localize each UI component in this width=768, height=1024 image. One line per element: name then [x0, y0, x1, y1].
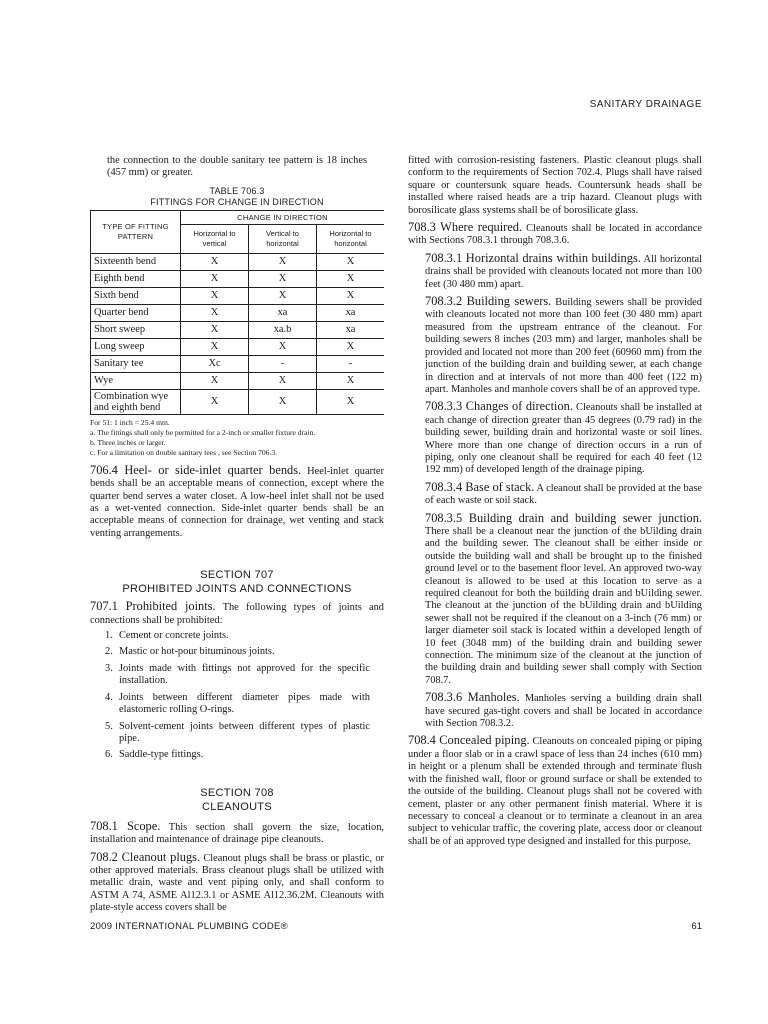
right-column	[408, 155, 702, 848]
section-heading: 708.3.5 Building drain and building sewer junction.	[425, 510, 702, 525]
section-heading: 706.4 Heel- or side-inlet quarter bends.	[90, 462, 302, 477]
paragraph-706-4	[90, 464, 384, 540]
table-row	[91, 304, 385, 321]
paragraph-707-1	[90, 600, 384, 627]
paragraph-708-3-5	[408, 512, 702, 688]
list-text: Solvent-cement joints between different types of plastic pipe.	[119, 720, 370, 744]
paragraph-708-3	[408, 221, 702, 248]
section-heading: 708.2 Cleanout plugs.	[90, 849, 201, 864]
section-707-number: SECTION 707	[200, 569, 274, 582]
continued-paragraph: fitted with corrosion-resisting fasteners. Plastic cleanout plugs shall conform to the requirements of Section 702.4. Plugs shall have raised square or countersunk square heads. Countersunk heads shall be installed where raised heads are a trip hazard. Cleanout plugs with borosilicate glass systems shall be of borosilicate glass.	[408, 155, 702, 216]
table-cell: xa	[316, 321, 384, 338]
footer-title: 2009 INTERNATIONAL PLUMBING CODE®	[90, 921, 288, 932]
section-heading: 708.4 Concealed piping.	[408, 733, 530, 748]
table-row	[91, 253, 385, 270]
left-column	[90, 155, 384, 915]
section-heading: 708.3 Where required.	[408, 220, 523, 235]
table-body	[91, 253, 385, 414]
list-text: Joints made with fittings not approved for the specific installation.	[119, 662, 370, 687]
table-cell: X	[181, 253, 249, 270]
paragraph-708-2	[90, 851, 384, 915]
prohibited-joints-list	[90, 630, 384, 762]
table-title: FITTINGS FOR CHANGE IN DIRECTION	[150, 196, 324, 207]
table-cell: Xc	[181, 355, 249, 372]
table-cell: X	[249, 270, 317, 287]
table-row	[91, 355, 385, 372]
column-group-header: CHANGE IN DIRECTION	[181, 210, 384, 224]
table-cell: xa	[316, 304, 384, 321]
table-cell: X	[181, 270, 249, 287]
table-row	[91, 287, 385, 304]
paragraph-708-3-3	[408, 400, 702, 476]
section-text: All horizontal drains shall be provided with cleanouts located not more than 100 feet (30 480 mm) apart.	[425, 253, 702, 290]
section-text: Cleanout plugs shall be brass or plastic, or other approved materials. Brass cleanout plugs shall be utilized with metallic drain, waste and vent piping only, and shall conform to ASTM A 74, ASME Al12.3.1 or ASME Al12.36.2M. Cleanouts with plate-style access covers shall be	[90, 852, 384, 914]
paragraph-708-3-1	[408, 252, 702, 291]
fitting-name: Long sweep	[91, 338, 181, 355]
section-text: Heel-inlet quarter bends shall be an acceptable means of connection, except where the quarter bend serves a water closet. A low-heel inlet shall not be used as a wet-vented connection. Side-inlet quarter bends shall be an acceptable means of connection for drainage, wet venting and stack venting arrangements.	[90, 465, 385, 539]
section-heading: 708.3.3 Changes of direction.	[425, 399, 573, 414]
list-number: 5.	[105, 720, 113, 732]
list-text: Cement or concrete joints.	[119, 630, 229, 642]
list-number: 6.	[105, 749, 113, 761]
paragraph-708-3-4	[408, 481, 702, 508]
table-note: c. For a limitation on double sanitary tees , see Section 706.3.	[90, 447, 278, 457]
fitting-name: Combination wye and eighth bend	[91, 389, 181, 414]
table-cell: X	[249, 338, 317, 355]
fitting-name: Quarter bend	[91, 304, 181, 321]
table-cell: X	[249, 389, 317, 414]
fitting-name: Sixth bend	[91, 287, 181, 304]
section-text: The following types of joints and connections shall be prohibited:	[90, 602, 384, 626]
section-707-title: PROHIBITED JOINTS AND CONNECTIONS	[122, 583, 352, 596]
fittings-table	[90, 210, 384, 415]
table-cell: X	[316, 372, 384, 389]
table-cell: X	[181, 287, 249, 304]
list-item	[90, 721, 384, 746]
list-number: 4.	[105, 691, 113, 703]
section-heading: 708.1 Scope.	[90, 818, 161, 833]
fitting-name: Sanitary tee	[91, 355, 181, 372]
table-cell: -	[249, 355, 317, 372]
table-row	[91, 270, 385, 287]
section-text: This section shall govern the size, location, installation and maintenance of drainage pipe cleanouts.	[90, 821, 385, 846]
running-head: SANITARY DRAINAGE	[589, 99, 702, 110]
column-header-pattern: TYPE OF FITTING PATTERN	[91, 210, 181, 253]
list-item	[90, 630, 384, 642]
section-heading: 708.3.6 Manholes.	[425, 690, 520, 705]
table-cell: X	[316, 287, 384, 304]
table-cell: X	[181, 338, 249, 355]
list-item	[90, 646, 384, 658]
section-text: There shall be a cleanout near the junction of the bUilding drain and the building sewer. The cleanout shall be either inside or outside the building wall and shall be brought up to the finished ground level or to the basement floor level. An approved two-way cleanout is allowed to be used at this location to serve as a required cleanout for both the building drain and bUilding sewer. The cleanout at the junction of the bUilding drain and bUilding sewer shall not be required if the cleanout on a 3-inch (76 mm) or larger diameter soil stack is located within a developed length of 10 feet (3048 mm) of the building drain and building sewer connection. The minimum size of the cleanout at the junction of the building drain and building sewer shall comply with Section 708.7.	[425, 525, 702, 686]
list-item	[90, 663, 384, 688]
list-text: Joints between different diameter pipes made with elastomeric rolling O-rings.	[119, 691, 370, 716]
table-cell: X	[181, 372, 249, 389]
table-note: b. Three inches or larger.	[90, 437, 166, 447]
table-row	[91, 321, 385, 338]
table-note: a. The fittings shall only be permitted for a 2-inch or smaller fixture drain.	[90, 427, 316, 437]
table-cell: X	[316, 389, 384, 414]
table-note: For 51: 1 inch = 25.4 mm.	[90, 417, 170, 427]
page-number: 61	[691, 921, 702, 932]
table-cell: X	[181, 304, 249, 321]
table-cell: X	[181, 389, 249, 414]
table-notes	[90, 418, 384, 458]
table-cell: xa	[249, 304, 317, 321]
column-header-h-to-h: Horizontal to horizontal	[316, 224, 384, 253]
fitting-name: Sixteenth bend	[91, 253, 181, 270]
table-number: TABLE 706.3	[209, 185, 265, 196]
continued-paragraph: the connection to the double sanitary tee pattern is 18 inches (457 mm) or greater.	[107, 155, 367, 179]
section-text: Manholes serving a building drain shall have secured gas-tight covers and shall be located in accordance with Section 708.3.2.	[425, 693, 703, 730]
table-cell: X	[249, 253, 317, 270]
table-cell: -	[316, 355, 384, 372]
list-number: 1.	[105, 630, 113, 642]
list-text: Mastic or hot-pour bituminous joints.	[119, 646, 275, 658]
table-row	[91, 389, 385, 414]
section-heading: 708.3.1 Horizontal drains within buildings.	[425, 250, 641, 265]
section-text: A cleanout shall be provided at the base of each waste or soil stack.	[425, 482, 702, 507]
paragraph-708-4	[408, 734, 702, 848]
list-item	[90, 692, 384, 717]
table-cell: X	[249, 372, 317, 389]
fitting-name: Eighth bend	[91, 270, 181, 287]
list-number: 2.	[105, 646, 113, 658]
section-heading: 708.3.2 Building sewers.	[425, 294, 552, 309]
column-header-h-to-v: Horizontal to vertical	[181, 224, 249, 253]
table-cell: X	[316, 270, 384, 287]
section-text: Cleanouts shall be located in accordance with Sections 708.3.1 through 708.3.6.	[408, 223, 703, 247]
table-cell: X	[316, 253, 384, 270]
list-item	[90, 749, 384, 761]
list-text: Saddle-type fittings.	[119, 749, 204, 761]
table-cell: X	[181, 321, 249, 338]
paragraph-708-3-6	[408, 691, 702, 730]
paragraph-708-1	[90, 820, 384, 847]
section-text: Cleanouts on concealed piping or piping under a floor slab or in a crawl space of less than 24 inches (610 mm) in height or a plenum shall be extended through and terminate flush with the finished wall, floor or ground surface or shall be extended to the outside of the building. Cleanout plugs shall not be covered with cement, plaster or any other permanent finish material. Where it is necessary to conceal a cleanout or to terminate a cleanout in an area subject to vehicular traffic, the covering plate, access door or cleanout shall be of an approved type designed and installed for this purpose.	[408, 736, 702, 847]
table-cell: X	[316, 338, 384, 355]
table-cell: xa.b	[249, 321, 317, 338]
section-heading: 708.3.4 Base of stack.	[425, 479, 535, 494]
section-708-title: CLEANOUTS	[202, 800, 272, 813]
list-number: 3.	[105, 662, 113, 674]
table-cell: X	[249, 287, 317, 304]
section-heading: 707.1 Prohibited joints.	[90, 599, 216, 614]
fitting-name: Wye	[91, 372, 181, 389]
column-header-v-to-h: Vertical to horizontal	[249, 224, 317, 253]
paragraph-708-3-2	[408, 295, 702, 396]
table-row	[91, 338, 385, 355]
table-row	[91, 372, 385, 389]
fitting-name: Short sweep	[91, 321, 181, 338]
section-text: Building sewers shall be provided with cleanouts located not more than 100 feet (30 480 mm) apart measured from the upstream entrance of the cleanout. For building sewers 8 inches (203 mm) and larger, manholes shall be provided and located not more than 200 feet (60960 mm) from the junction of the building drain and building sewer, at each change in direction and at intervals of not more than 400 feet (122 m) apart. Manholes and manhole covers shall be of an approved type.	[425, 297, 702, 395]
section-text: Cleanouts shall be installed at each change of direction greater than 45 degrees (0.79 rad) in the building sewer, building drain and horizontal waste or soil lines. Where more than one change of direction occurs in a run of piping, only one cleanout shall be required for each 40 feet (12 192 mm) of developed length of the drainage piping.	[425, 402, 702, 476]
section-708-number: SECTION 708	[200, 786, 274, 799]
